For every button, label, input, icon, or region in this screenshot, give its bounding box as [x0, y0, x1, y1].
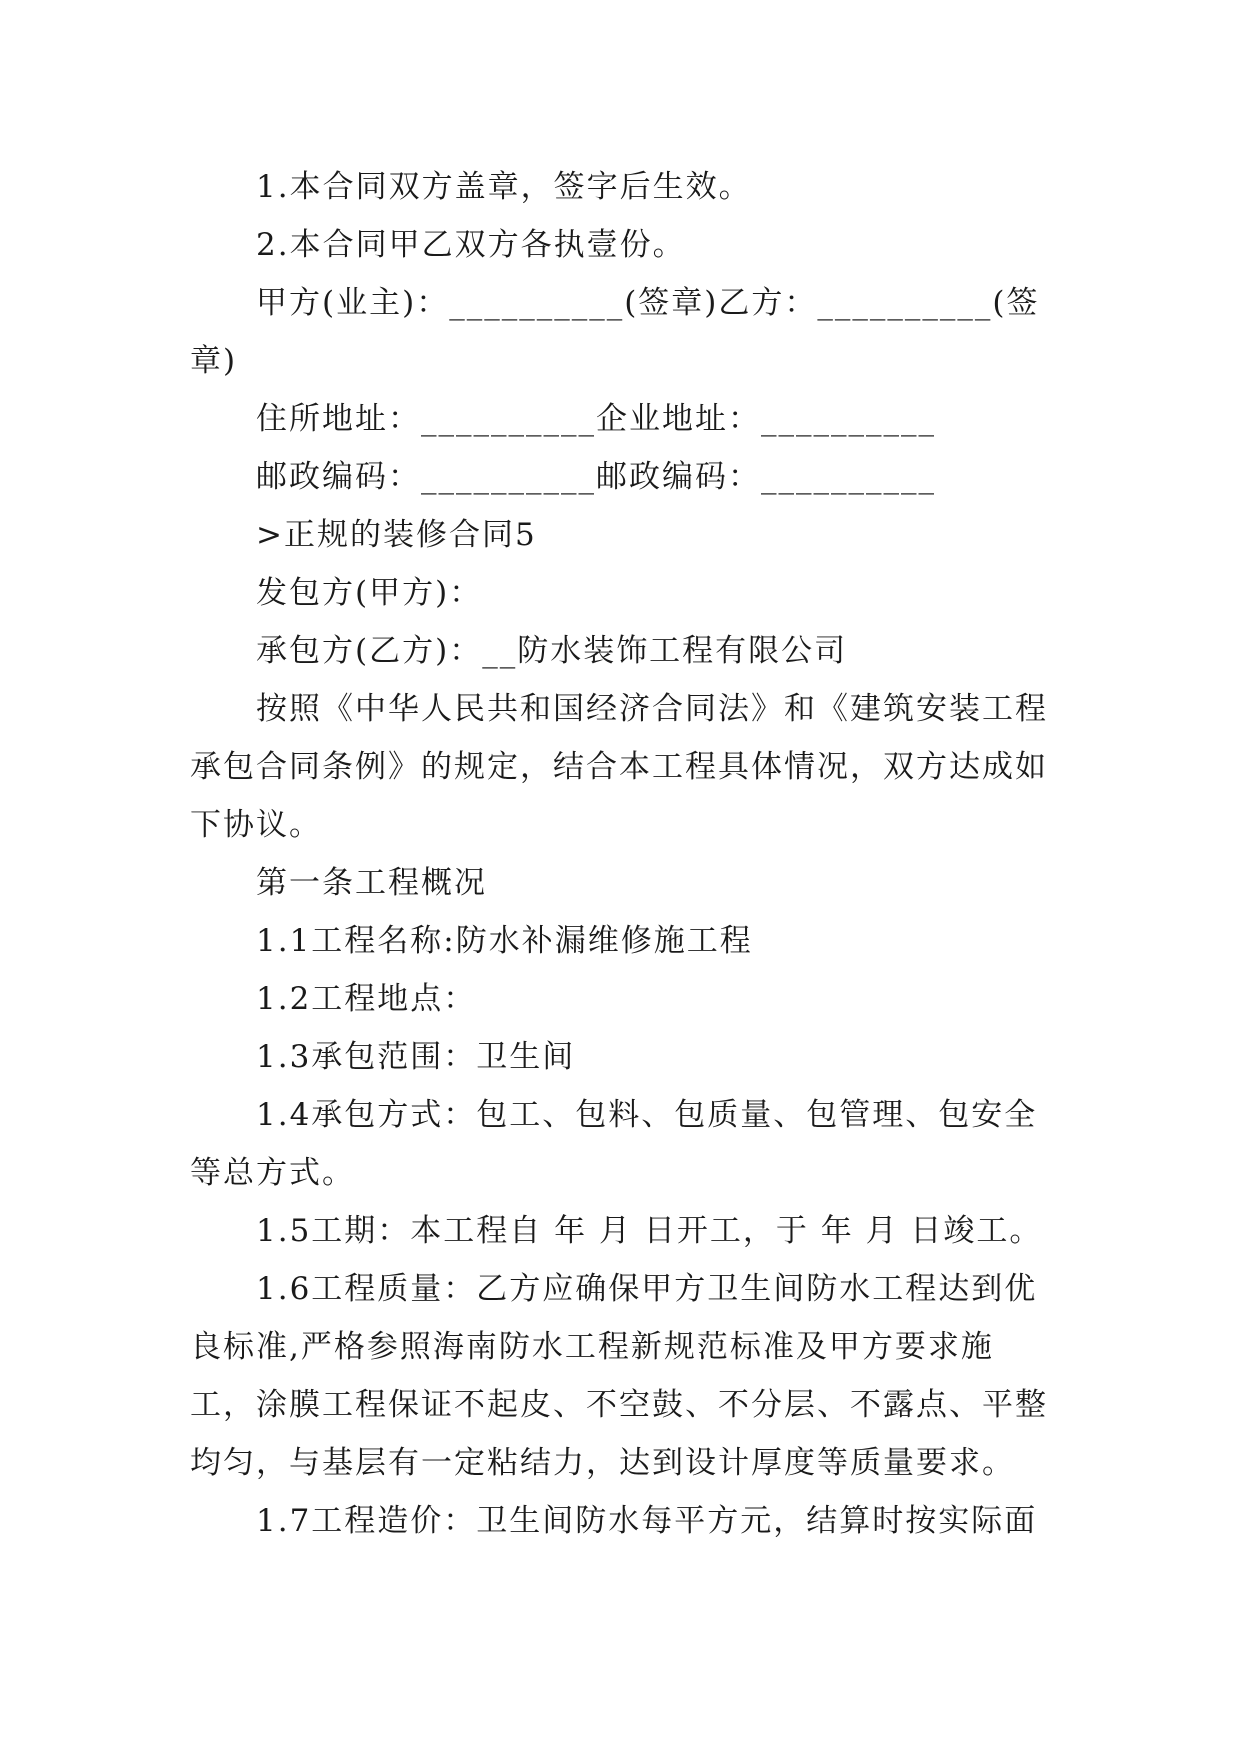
section-heading: >正规的装修合同5 — [256, 517, 537, 553]
paragraph-signature-line: 甲方(业主)：__________(签章)乙方：__________(签章) — [190, 285, 1040, 379]
paragraph-clause-1: 1.本合同双方盖章，签字后生效。 — [256, 169, 752, 205]
paragraph-item-1-2: 1.2工程地点： — [256, 981, 477, 1017]
paragraph-item-1-1: 1.1工程名称:防水补漏维修施工程 — [256, 923, 753, 959]
paragraph-item-1-6: 1.6工程质量：乙方应确保甲方卫生间防水工程达到优良标准,严格参照海南防水工程新规范标准及甲方要求施工，涂膜工程保证不起皮、不空鼓、不分层、不露点、平整均匀，与基层有一定粘结力，达到设计厚度等质量要求。 — [190, 1271, 1048, 1481]
paragraph-party-a: 发包方(甲方)： — [256, 575, 483, 611]
paragraph-address-line: 住所地址：__________企业地址：__________ — [256, 401, 936, 437]
paragraph-item-1-5: 1.5工期：本工程自 年 月 日开工，于 年 月 日竣工。 — [256, 1213, 1043, 1249]
paragraph-item-1-4: 1.4承包方式：包工、包料、包质量、包管理、包安全等总方式。 — [190, 1097, 1038, 1191]
paragraph-item-1-3: 1.3承包范围：卫生间 — [256, 1039, 576, 1075]
paragraph-party-b: 承包方(乙方)：__防水装饰工程有限公司 — [256, 633, 848, 669]
document-page — [190, 158, 1050, 1550]
paragraph-preamble: 按照《中华人民共和国经济合同法》和《建筑安装工程承包合同条例》的规定，结合本工程具体情况，双方达成如下协议。 — [190, 691, 1048, 843]
paragraph-clause-2: 2.本合同甲乙双方各执壹份。 — [256, 227, 686, 263]
article-heading: 第一条工程概况 — [256, 865, 487, 901]
paragraph-item-1-7: 1.7工程造价：卫生间防水每平方元，结算时按实际面 — [256, 1503, 1038, 1539]
paragraph-postcode-line: 邮政编码：__________邮政编码：__________ — [256, 459, 936, 495]
